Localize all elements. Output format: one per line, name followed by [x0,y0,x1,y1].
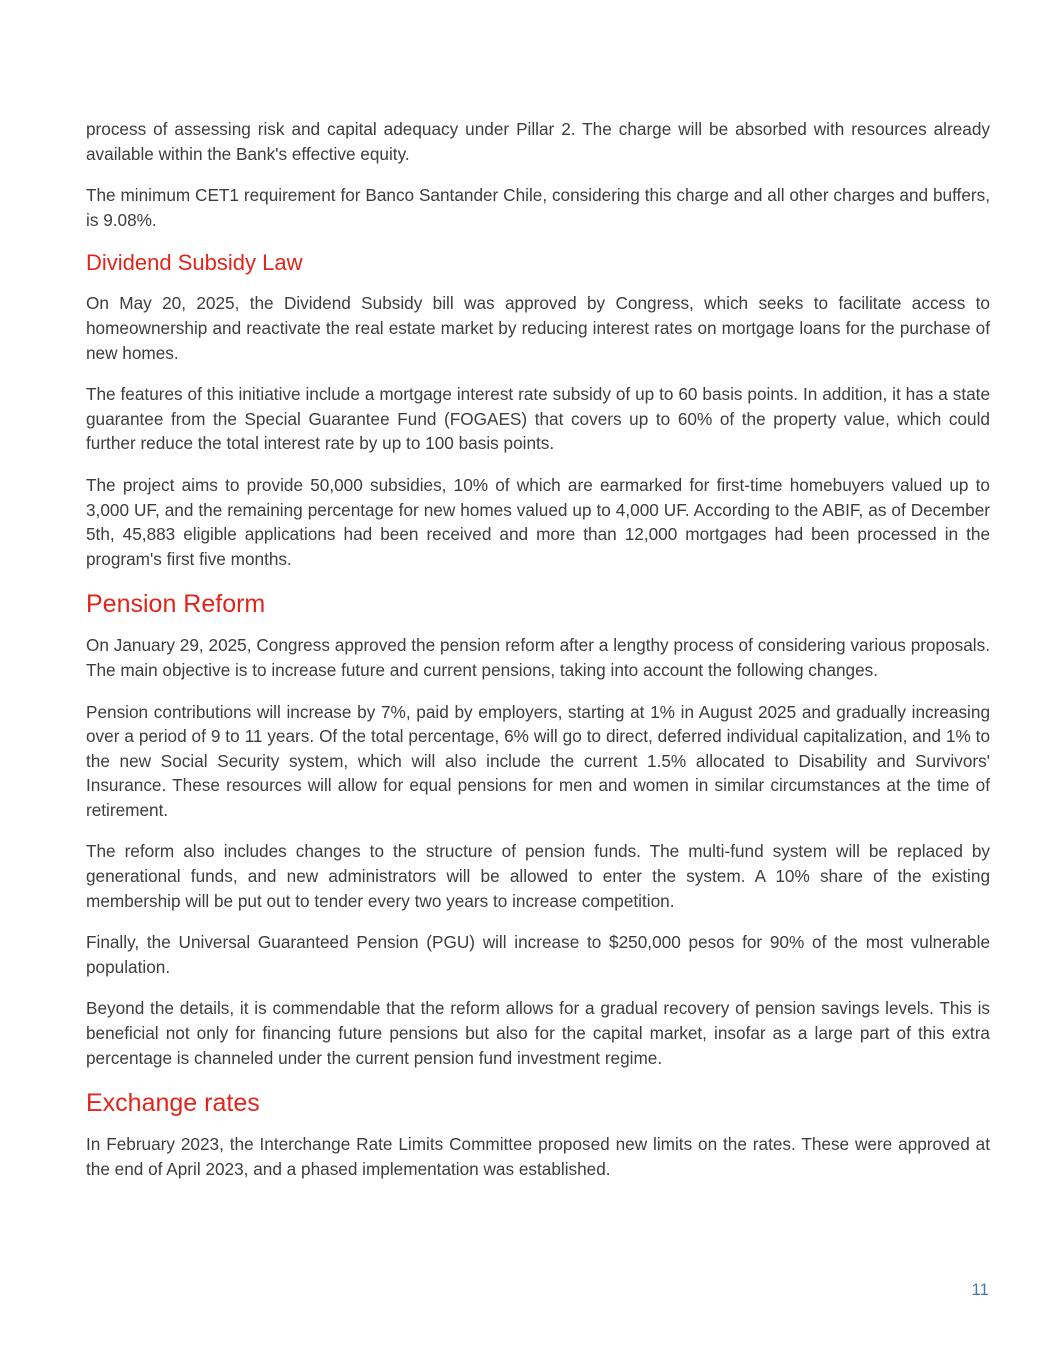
paragraph: process of assessing risk and capital adequacy under Pillar 2. The charge will be absorbed with resources already available within the Bank's effective equity. [86,119,990,164]
section-heading-dividend: Dividend Subsidy Law [86,250,303,276]
paragraph: Pension contributions will increase by 7%, paid by employers, starting at 1% in August 2025 and gradually increasing over a period of 9 to 11 years. Of the total percentage, 6% will go to direct, deferred individual capitalization, and 1% to the new Social Security system, which will also include the current 1.5% allocated to Disability and Survivors' Insurance. These resources will allow for equal pensions for men and women in similar circumstances at the time of retirement. [86,701,990,820]
paragraph: Beyond the details, it is commendable that the reform allows for a gradual recovery of pension savings levels. This is beneficial not only for financing future pensions but also for the capital market, insofar as a large part of this extra percentage is channeled under the current pension fund investment regime. [86,998,990,1068]
paragraph: On January 29, 2025, Congress approved the pension reform after a lengthy process of considering various proposals. The main objective is to increase future and current pensions, taking into account the following changes. [86,635,990,680]
paragraph: The project aims to provide 50,000 subsidies, 10% of which are earmarked for first-time homebuyers valued up to 3,000 UF, and the remaining percentage for new homes valued up to 4,000 UF. According to the ABIF, as of December 5th, 45,883 eligible applications had been received and more than 12,000 mortgages had been processed in the program's first five months. [86,474,990,569]
paragraph: The minimum CET1 requirement for Banco Santander Chile, considering this charge and all other charges and buffers, is 9.08%. [86,185,990,230]
paragraph: The reform also includes changes to the structure of pension funds. The multi-fund system will be replaced by generational funds, and new administrators will be allowed to enter the system. A 10% share of the existing membership will be put out to tender every two years to increase competition. [86,841,990,911]
document-page [86,117,990,1198]
section-heading-pension: Pension Reform [86,590,266,619]
section-heading-exchange: Exchange rates [86,1089,260,1118]
paragraph: On May 20, 2025, the Dividend Subsidy bill was approved by Congress, which seeks to facilitate access to homeownership and reactivate the real estate market by reducing interest rates on mortgage loans for the purchase of new homes. [86,293,990,363]
page-number: 11 [971,1280,989,1299]
paragraph: In February 2023, the Interchange Rate Limits Committee proposed new limits on the rates. These were approved at the end of April 2023, and a phased implementation was established. [86,1134,990,1179]
paragraph: The features of this initiative include a mortgage interest rate subsidy of up to 60 basis points. In addition, it has a state guarantee from the Special Guarantee Fund (FOGAES) that covers up to 60% of the property value, which could further reduce the total interest rate by up to 100 basis points. [86,384,990,454]
paragraph: Finally, the Universal Guaranteed Pension (PGU) will increase to $250,000 pesos for 90% of the most vulnerable population. [86,932,990,977]
